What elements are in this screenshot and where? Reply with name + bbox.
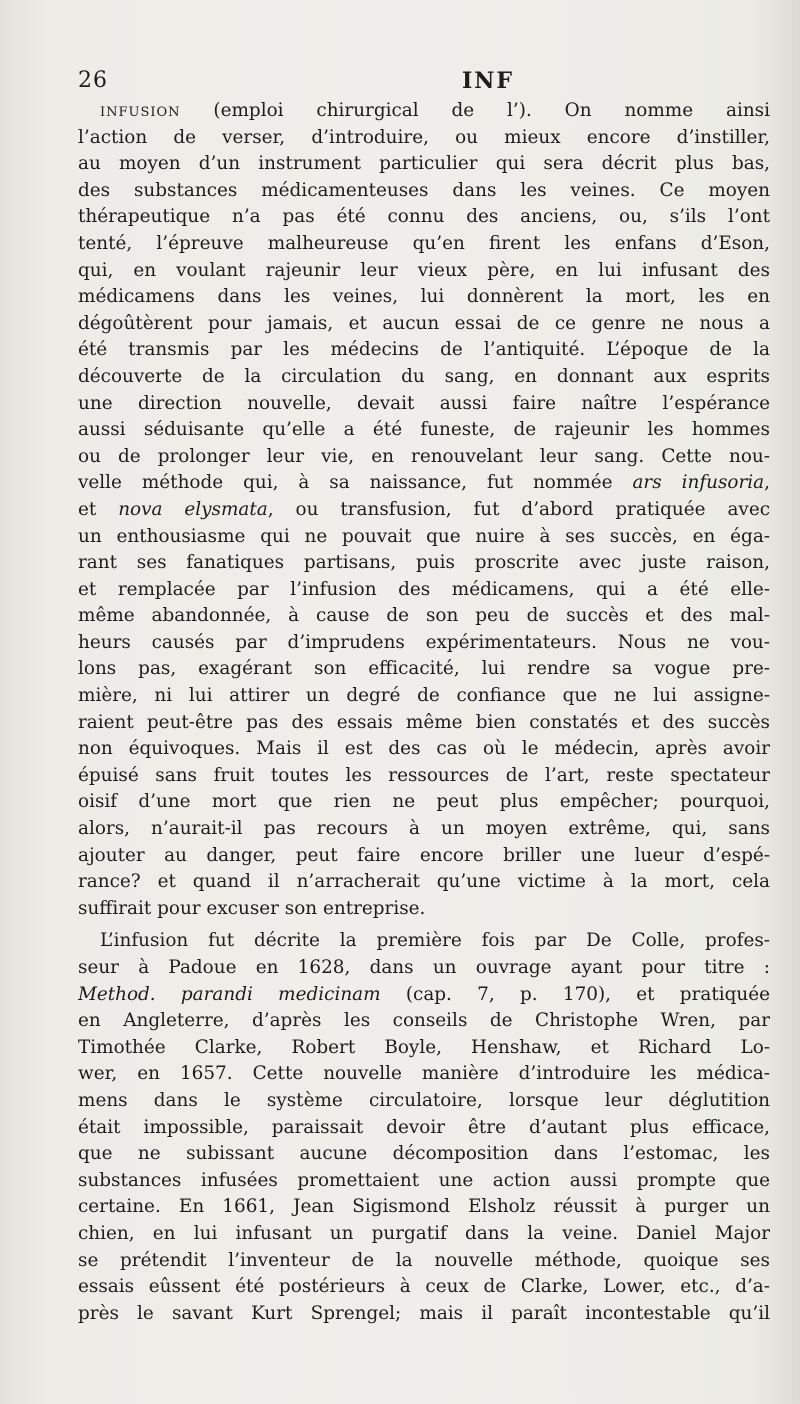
text-line: découverte de la circulation du sang, en donnant aux esprits xyxy=(78,365,770,387)
text-line: aussi séduisante qu’elle a été funeste, de rajeunir les hommes xyxy=(78,419,770,441)
text-line: et remplacée par l’infusion des médicamens, qui a été elle- xyxy=(78,578,770,600)
text-line: ajouter au danger, peut faire encore briller une lueur d’espé- xyxy=(78,844,770,866)
text-line: était impossible, paraissait devoir être d’autant plus efficace, xyxy=(78,1116,770,1138)
italic-term-ars-infusoria: ars infusoria xyxy=(632,472,765,494)
article-body xyxy=(78,98,770,1327)
text-line: tenté, l’épreuve malheureuse qu’en firent les enfans d’Eson, xyxy=(78,232,770,254)
text-line: un enthousiasme qui ne pouvait que nuire à ses succès, en éga- xyxy=(78,525,770,547)
text-line: l’action de verser, d’introduire, ou mieux encore d’instiller, xyxy=(78,126,770,148)
text-line: été transmis par les médecins de l’antiquité. L’époque de la xyxy=(78,339,770,361)
text-line: épuisé sans fruit toutes les ressources de l’art, reste spectateur xyxy=(78,764,770,786)
text-line: ou de prolonger leur vie, en renouvelant leur sang. Cette nou- xyxy=(78,445,770,467)
text-line: rance? et quand il n’arracherait qu’une victime à la mort, cela xyxy=(78,871,770,893)
italic-book-title: Method. parandi medicinam xyxy=(78,983,381,1005)
text-line: dégoûtèrent pour jamais, et aucun essai de ce genre ne nous a xyxy=(78,312,770,334)
text-line: médicamens dans les veines, lui donnèrent la mort, les en xyxy=(78,286,770,308)
text-line: non équivoques. Mais il est des cas où le médecin, après avoir xyxy=(78,738,770,760)
running-title: INF xyxy=(462,68,515,94)
text-line: oisif d’une mort que rien ne peut plus empêcher; pourquoi, xyxy=(78,791,770,813)
article-headword: infusion xyxy=(100,100,181,121)
text-line: chien, en lui infusant un purgatif dans la veine. Daniel Major xyxy=(78,1222,770,1244)
text-line: seur à Padoue en 1628, dans un ouvrage ayant pour titre : xyxy=(78,957,770,978)
text-line: que ne subissant aucune décomposition dans l’estomac, les xyxy=(78,1143,770,1165)
text-line: lons pas, exagérant son efficacité, lui rendre sa vogue pre- xyxy=(78,658,770,680)
text-line: et nova elysmata, ou transfusion, fut d’abord pratiquée avec xyxy=(78,498,770,520)
text-line: certaine. En 1661, Jean Sigismond Elsholz réussit à purger un xyxy=(78,1196,770,1218)
italic-term-nova-elysmata: nova elysmata xyxy=(118,498,268,520)
text-line: essais eûssent été postérieurs à ceux de Clarke, Lower, etc., d’a- xyxy=(78,1276,770,1298)
text-line: une direction nouvelle, devait aussi faire naître l’espérance xyxy=(78,392,770,414)
text-line: Method. parandi medicinam (cap. 7, p. 170), et pratiquée xyxy=(78,983,770,1005)
text-line: au moyen d’un instrument particulier qui sera décrit plus bas, xyxy=(78,153,770,175)
text-line: infusion (emploi chirurgical de l’). On nomme ainsi xyxy=(100,100,770,121)
text-line: alors, n’aurait-il pas recours à un moyen extrême, qui, sans xyxy=(78,818,770,840)
text-line: mière, ni lui attirer un degré de confiance que ne lui assigne- xyxy=(78,685,770,707)
text-line: mens dans le système circulatoire, lorsque leur déglutition xyxy=(78,1089,770,1111)
page-number: 26 xyxy=(78,68,108,93)
text-line: Timothée Clarke, Robert Boyle, Henshaw, et Richard Lo- xyxy=(78,1036,770,1058)
text-line: raient peut-être pas des essais même bien constatés et des succès xyxy=(78,711,770,733)
text-line: en Angleterre, d’après les conseils de Christophe Wren, par xyxy=(78,1010,770,1032)
text-line: wer, en 1657. Cette nouvelle manière d’introduire les médica- xyxy=(78,1063,770,1085)
text-line: près le savant Kurt Sprengel; mais il paraît incontestable qu’il xyxy=(78,1302,770,1324)
text-line: même abandonnée, à cause de son peu de succès et des mal- xyxy=(78,605,770,627)
text-line: suffirait pour excuser son entreprise. xyxy=(78,897,426,919)
text-line: velle méthode qui, à sa naissance, fut nommée ars infusoria, xyxy=(78,472,770,494)
text-line: heurs causés par d’imprudens expérimentateurs. Nous ne vou- xyxy=(78,631,770,653)
text-line: L’infusion fut décrite la première fois par De Colle, profes- xyxy=(100,930,770,952)
text-line: substances infusées promettaient une action aussi prompte que xyxy=(78,1169,770,1191)
text-line: thérapeutique n’a pas été connu des anciens, ou, s’ils l’ont xyxy=(78,206,770,228)
running-head xyxy=(78,68,768,102)
text-line: rant ses fanatiques partisans, puis proscrite avec juste raison, xyxy=(78,552,770,574)
text-line: se prétendit l’inventeur de la nouvelle méthode, quoique ses xyxy=(78,1249,770,1271)
text-line: qui, en voulant rajeunir leur vieux père, en lui infusant des xyxy=(78,259,770,281)
text-line: des substances médicamenteuses dans les veines. Ce moyen xyxy=(78,179,770,201)
